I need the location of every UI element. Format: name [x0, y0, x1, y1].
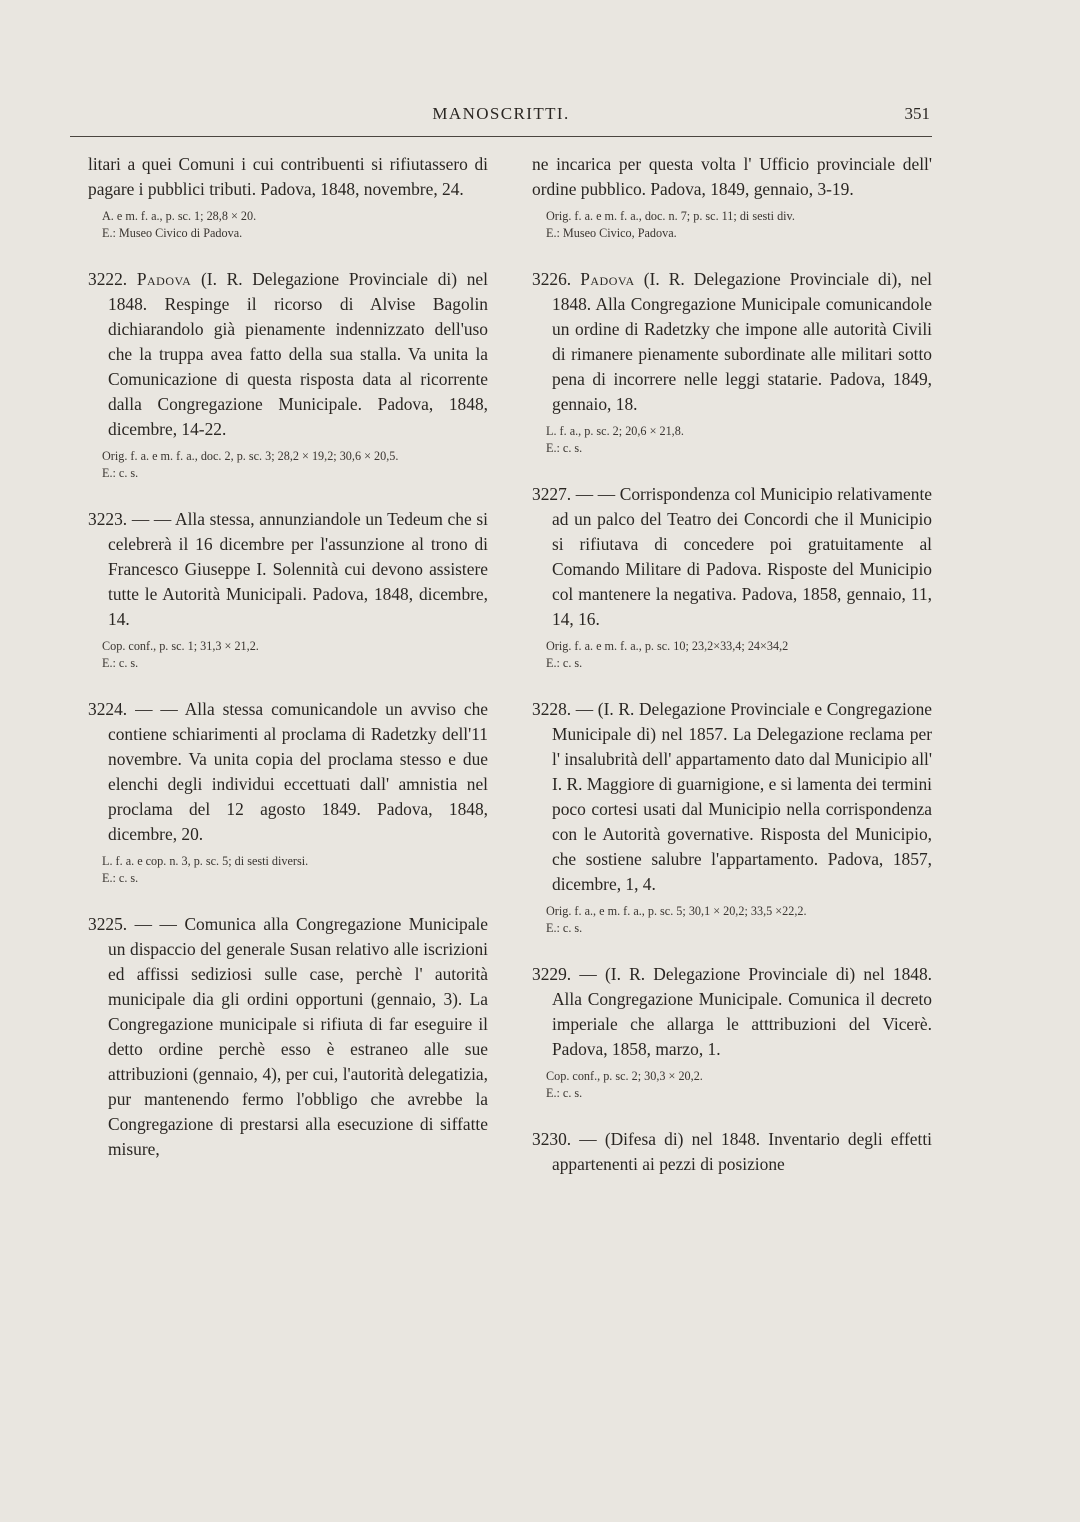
continued-entry [88, 152, 488, 241]
entry-text: — (I. R. Delegazione Provinciale di) nel 1848. Alla Congregazione Municipale. Comunica il decreto imperiale che allarga le atttribuzioni del Vicerè. Padova, 1858, marzo, 1. [552, 964, 932, 1059]
entry-note: Orig. f. a. e m. f. a., doc. n. 7; p. sc. 11; di sesti div. [546, 209, 795, 223]
entry-number: 3223. [88, 509, 128, 529]
entry-note: A. e m. f. a., p. sc. 1; 28,8 × 20. [102, 209, 257, 223]
catalog-entry-3229 [532, 962, 932, 1101]
entry-note: Cop. conf., p. sc. 2; 30,3 × 20,2. [546, 1069, 703, 1083]
catalog-entry-3222 [88, 267, 488, 481]
entry-text: — — Comunica alla Congregazione Municipale un dispaccio del generale Susan relativo alle iscrizioni ed affissi sediziosi sulle case, perchè l' autorità municipale dia gli ordini opportuni (gennaio, 3). La Congregazione municipale si rifiuta di far eseguire il detto ordine perchè esso è estraneo alle sue attribuzioni (gennaio, 4), per cui, l'autorità delegatizia, pur mantenendo fermo l'obbligo che avrebbe la Congregazione di prestarsi alla esecuzione di siffatte misure, [108, 914, 488, 1159]
header-title: MANOSCRITTI. [432, 104, 570, 123]
right-column [532, 152, 932, 1203]
entry-paragraph [88, 912, 488, 1162]
entry-paragraph [88, 697, 488, 847]
entry-note: E.: c. s. [546, 440, 583, 455]
catalog-entry-3227 [532, 482, 932, 671]
entry-note: Orig. f. a. e m. f. a., p. sc. 10; 23,2×33,4; 24×34,2 [546, 639, 789, 653]
entry-paragraph [532, 697, 932, 897]
entry-paragraph [532, 1127, 932, 1177]
entry-text: litari a quei Comuni i cui contribuenti si rifiutassero di pagare i pubblici tributi. Padova, 1848, novembre, 24. [88, 154, 488, 199]
continued-entry [532, 152, 932, 241]
entry-text: ne incarica per questa volta l' Ufficio provinciale dell' ordine pubblico. Padova, 1849, gennaio, 3-19. [532, 154, 932, 199]
entry-text: — (I. R. Delegazione Provinciale e Congregazione Municipale di) nel 1857. La Delegazione reclama per l' insalubrità dell' appartamento dato dal Municipio all' I. R. Maggiore di guarnigione, e si lamenta dei termini poco cortesi usati dal Municipio nella corrispondenza con le Autorità governative. Risposta del Municipio, che sostiene salubre l'appartamento. Padova, 1857, dicembre, 1, 4. [552, 699, 932, 894]
entry-paragraph [532, 267, 932, 417]
entry-note: Orig. f. a. e m. f. a., doc. 2, p. sc. 3; 28,2 × 19,2; 30,6 × 20,5. [102, 449, 399, 463]
entry-text: (I. R. Delegazione Provinciale di), nel 1848. Alla Congregazione Municipale comunicandole un ordine di Radetzky che impone alle autorità Civili di rimanere pienamente subordinate alle militari sotto pena di incorrere nelle leggi statarie. Padova, 1849, gennaio, 18. [552, 269, 932, 414]
entry-name: Padova [136, 269, 192, 289]
entry-number: 3226. [532, 269, 572, 289]
entry-number: 3222. [88, 269, 128, 289]
entry-paragraph [88, 507, 488, 632]
entry-note: L. f. a. e cop. n. 3, p. sc. 5; di sesti diversi. [102, 854, 309, 868]
entry-number: 3230. [532, 1129, 572, 1149]
catalog-entry-3230 [532, 1127, 932, 1177]
entry-note: E.: Museo Civico di Padova. [102, 225, 243, 240]
entry-paragraph [532, 482, 932, 632]
entry-text: — (Difesa di) nel 1848. Inventario degli effetti appartenenti ai pezzi di posizione [552, 1129, 932, 1174]
entry-note: E.: c. s. [102, 465, 139, 480]
left-column [88, 152, 488, 1188]
catalog-entry-3226 [532, 267, 932, 456]
entry-paragraph [88, 267, 488, 442]
running-header [70, 100, 932, 137]
entry-number: 3229. [532, 964, 572, 984]
catalog-entry-3223 [88, 507, 488, 671]
entry-number: 3224. [88, 699, 128, 719]
entry-number: 3225. [88, 914, 128, 934]
entry-note: E.: c. s. [546, 655, 583, 670]
entry-note: E.: c. s. [546, 920, 583, 935]
entry-note: E.: c. s. [546, 1085, 583, 1100]
entry-note: E.: c. s. [102, 655, 139, 670]
catalog-entry-3224 [88, 697, 488, 886]
entry-number: 3227. [532, 484, 572, 504]
entry-note: E.: c. s. [102, 870, 139, 885]
entry-text: (I. R. Delegazione Provinciale di) nel 1848. Respinge il ricorso di Alvise Bagolin dichiarandolo già pienamente indennizzato dell'uso che la truppa avea fatto della sua stalla. Va unita la Comunicazione di questa risposta data al ricorrente dalla Congregazione Municipale. Padova, 1848, dicembre, 14-22. [108, 269, 488, 439]
page-number: 351 [904, 104, 930, 123]
entry-text: — — Corrispondenza col Municipio relativamente ad un palco del Teatro dei Concordi che il Municipio si rifiutava di concedere poi gratuitamente al Comando Militare di Padova. Risposte del Municipio col mantenere la negativa. Padova, 1858, gennaio, 11, 14, 16. [552, 484, 932, 629]
entry-number: 3228. [532, 699, 572, 719]
entry-text: — — Alla stessa comunicandole un avviso che contiene schiarimenti al proclama di Radetzky dell'11 novembre. Va unita copia del proclama stesso e due elenchi degli individui eccettuati dall' amnistia nel proclama del 12 agosto 1849. Padova, 1848, dicembre, 20. [108, 699, 488, 844]
entry-paragraph [532, 962, 932, 1062]
entry-note: L. f. a., p. sc. 2; 20,6 × 21,8. [546, 424, 684, 438]
entry-note: Orig. f. a., e m. f. a., p. sc. 5; 30,1 × 20,2; 33,5 ×22,2. [546, 904, 807, 918]
entry-note: Cop. conf., p. sc. 1; 31,3 × 21,2. [102, 639, 259, 653]
entry-text: — — Alla stessa, annunziandole un Tedeum che si celebrerà il 16 dicembre per l'assunzione al trono di Francesco Giuseppe I. Solennità cui devono assistere tutte le Autorità Municipali. Padova, 1848, dicembre, 14. [108, 509, 488, 629]
catalog-entry-3225 [88, 912, 488, 1162]
entry-note: E.: Museo Civico, Padova. [546, 225, 677, 240]
entry-name: Padova [580, 269, 635, 289]
catalog-entry-3228 [532, 697, 932, 936]
